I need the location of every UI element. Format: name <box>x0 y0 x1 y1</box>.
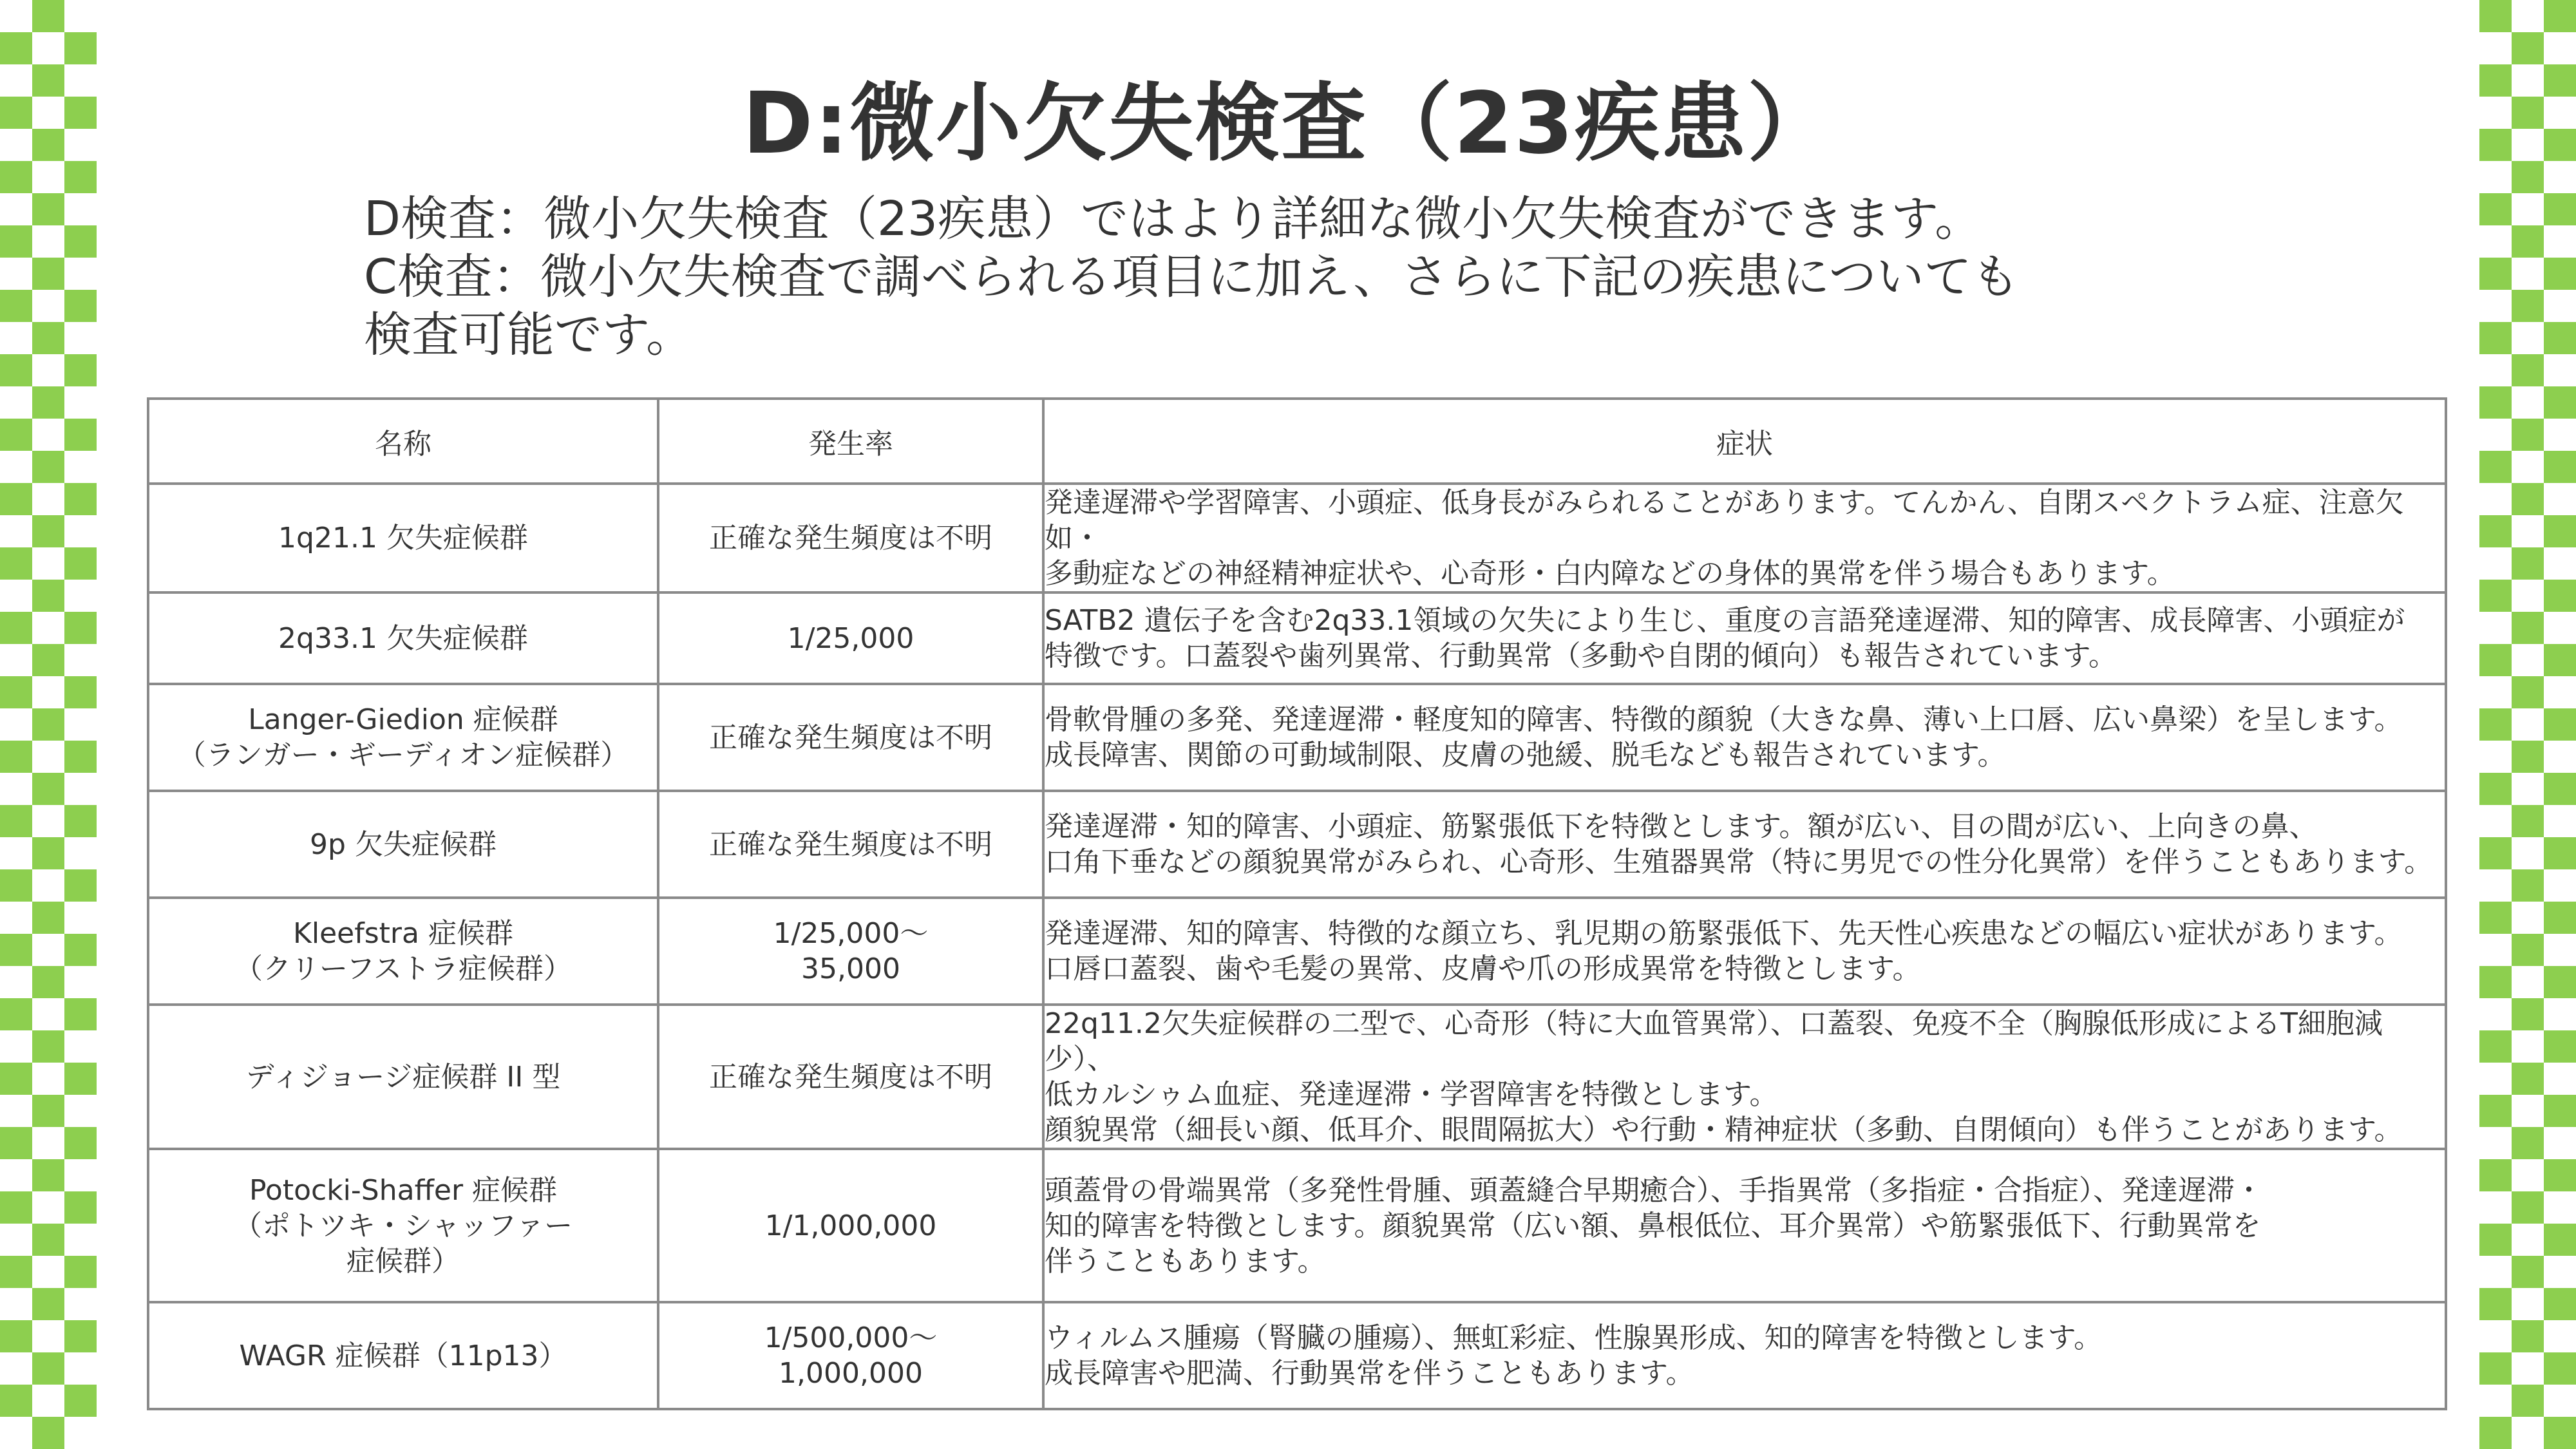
left-checker-border <box>0 0 97 1449</box>
table-row <box>148 684 2446 791</box>
table-row <box>148 592 2446 684</box>
symptoms: 頭蓋骨の骨端異常（多発性骨腫、頭蓋縫合早期癒合）、手指異常（多指症・合指症）、発達遅滞・ 知的障害を特徴とします。顔貌異常（広い額、鼻根低位、耳介異常）や筋緊張低下、行動異常を 伴うこともあります。 <box>1043 1149 2446 1302</box>
incidence-rate: 1/25,000 <box>658 592 1043 684</box>
right-checker-border <box>2479 0 2576 1449</box>
intro-text <box>364 190 2296 364</box>
symptoms: 骨軟骨腫の多発、発達遅滞・軽度知的障害、特徴的顔貌（大きな鼻、薄い上口唇、広い鼻梁）を呈します。 成長障害、関節の可動域制限、皮膚の弛緩、脱毛なども報告されています。 <box>1043 684 2446 791</box>
incidence-rate: 正確な発生頻度は不明 <box>658 1005 1043 1149</box>
intro-line-d: D検査：微小欠失検査（23疾患）ではより詳細な微小欠失検査ができます。 <box>364 191 1983 247</box>
table-row <box>148 1302 2446 1409</box>
header-name: 名称 <box>148 399 658 484</box>
disease-name: Kleefstra 症候群 （クリーフストラ症候群） <box>148 898 658 1005</box>
header-symptoms: 症状 <box>1043 399 2446 484</box>
symptoms: 発達遅滞や学習障害、小頭症、低身長がみられることがあります。てんかん、自閉スペクトラム症、注意欠如・ 多動症などの神経精神症状や、心奇形・白内障などの身体的異常を伴う場合もあります。 <box>1043 484 2446 592</box>
table-row <box>148 484 2446 592</box>
disease-name: Potocki-Shaffer 症候群 （ポトツキ・シャッファー 症候群） <box>148 1149 658 1302</box>
table-row <box>148 1149 2446 1302</box>
incidence-rate: 1/500,000～ 1,000,000 <box>658 1302 1043 1409</box>
incidence-rate: 正確な発生頻度は不明 <box>658 791 1043 898</box>
page-title: D:微小欠失検査（23疾患） <box>742 74 1834 173</box>
disease-name: WAGR 症候群（11p13） <box>148 1302 658 1409</box>
disease-name: 9p 欠失症候群 <box>148 791 658 898</box>
symptoms: ウィルムス腫瘍（腎臓の腫瘍）、無虹彩症、性腺異形成、知的障害を特徴とします。 成長障害や肥満、行動異常を伴うこともあります。 <box>1043 1302 2446 1409</box>
symptoms: SATB2 遺伝子を含む2q33.1領域の欠失により生じ、重度の言語発達遅滞、知的障害、成長障害、小頭症が 特徴です。口蓋裂や歯列異常、行動異常（多動や自閉的傾向）も報告されています。 <box>1043 592 2446 684</box>
table-row <box>148 898 2446 1005</box>
table-row <box>148 791 2446 898</box>
intro-line-c: C検査：微小欠失検査で調べられる項目に加え、さらに下記の疾患についても <box>364 249 2020 305</box>
table-row <box>148 1005 2446 1149</box>
intro-line-c-cont: 検査可能です。 <box>364 307 694 363</box>
table-header-row <box>148 399 2446 484</box>
symptoms: 22q11.2欠失症候群の二型で、心奇形（特に大血管異常）、口蓋裂、免疫不全（胸腺低形成によるT細胞減少）、 低カルシゥム血症、発達遅滞・学習障害を特徴とします。 顔貌異常（細長い顔、低耳介、眼間隔拡大）や行動・精神症状（多動、自閉傾向）も伴うことがあります。 <box>1043 1005 2446 1149</box>
incidence-rate: 正確な発生頻度は不明 <box>658 484 1043 592</box>
disease-name: Langer-Giedion 症候群 （ランガー・ギーディオン症候群） <box>148 684 658 791</box>
disease-table <box>147 397 2447 1410</box>
header-rate: 発生率 <box>658 399 1043 484</box>
incidence-rate: 正確な発生頻度は不明 <box>658 684 1043 791</box>
incidence-rate: 1/25,000～ 35,000 <box>658 898 1043 1005</box>
disease-name: 2q33.1 欠失症候群 <box>148 592 658 684</box>
disease-name: ディジョージ症候群 II 型 <box>148 1005 658 1149</box>
symptoms: 発達遅滞、知的障害、特徴的な顔立ち、乳児期の筋緊張低下、先天性心疾患などの幅広い症状があります。 口唇口蓋裂、歯や毛髪の異常、皮膚や爪の形成異常を特徴とします。 <box>1043 898 2446 1005</box>
disease-name: 1q21.1 欠失症候群 <box>148 484 658 592</box>
symptoms: 発達遅滞・知的障害、小頭症、筋緊張低下を特徴とします。額が広い、目の間が広い、上向きの鼻、 口角下垂などの顔貌異常がみられ、心奇形、生殖器異常（特に男児での性分化異常）を伴うこともあります。 <box>1043 791 2446 898</box>
incidence-rate: 1/1,000,000 <box>658 1149 1043 1302</box>
